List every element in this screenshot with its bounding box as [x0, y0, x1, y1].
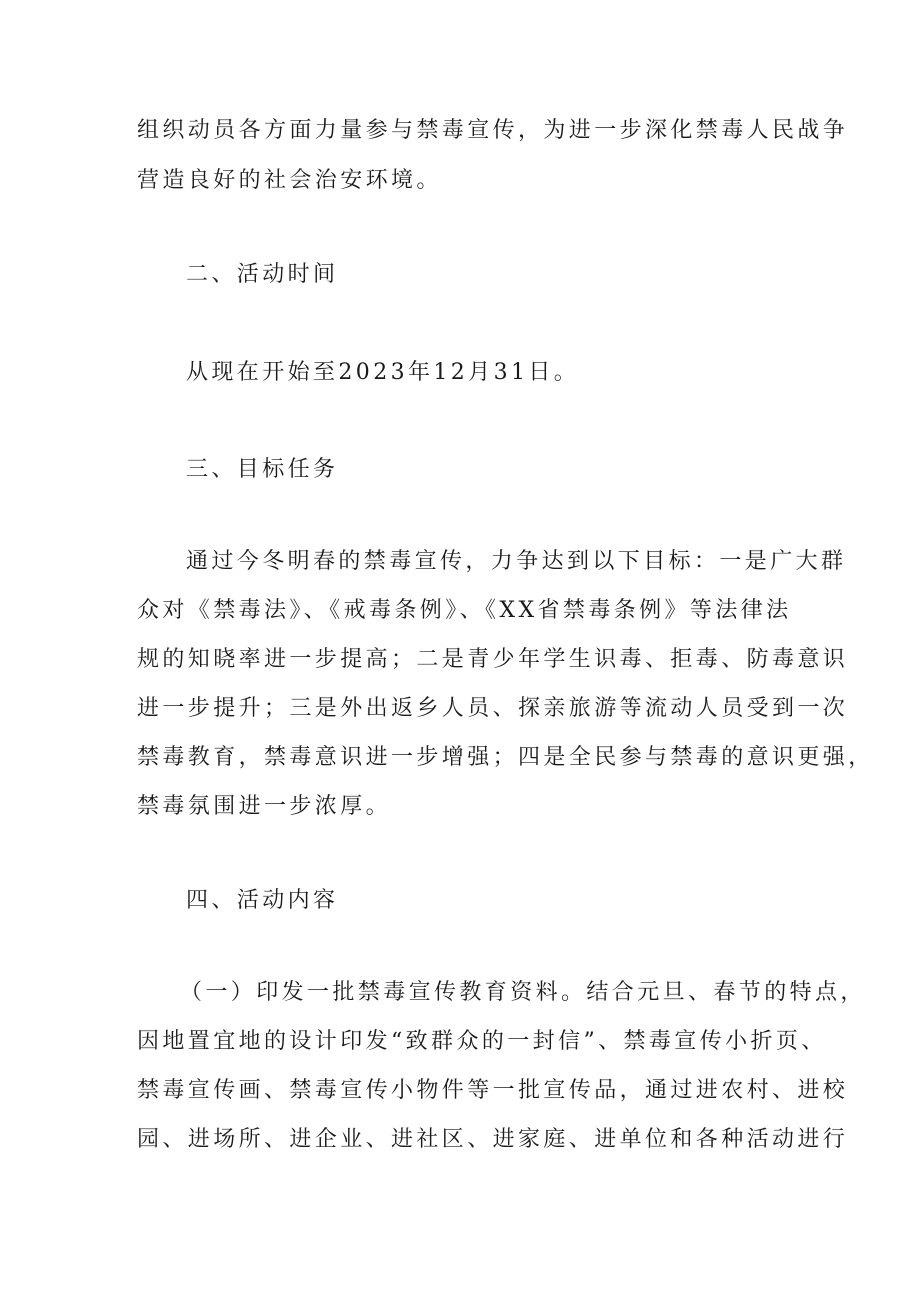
- section-heading-goals: 三、目标任务: [186, 457, 339, 482]
- paragraph-line: 禁毒教育，禁毒意识进一步增强；四是全民参与禁毒的意识更强，: [137, 745, 874, 770]
- section-heading-time: 二、活动时间: [186, 262, 339, 287]
- section-heading-content: 四、活动内容: [186, 888, 339, 913]
- paragraph-line: 进一步提升；三是外出返乡人员、探亲旅游等流动人员受到一次: [137, 696, 849, 721]
- paragraph-line: 组织动员各方面力量参与禁毒宣传，为进一步深化禁毒人民战争: [137, 118, 849, 143]
- paragraph-line: 通过今冬明春的禁毒宣传，力争达到以下目标：一是广大群: [186, 549, 847, 574]
- paragraph-line: 营造良好的社会治安环境。: [137, 168, 442, 193]
- paragraph-line: 众对《禁毒法》、《戒毒条例》、《XX省禁毒条例》等法律法: [137, 598, 792, 623]
- paragraph-line: 禁毒宣传画、禁毒宣传小物件等一批宣传品，通过进农村、进校: [137, 1078, 849, 1103]
- paragraph-line: 禁毒氛围进一步浓厚。: [137, 794, 392, 819]
- paragraph-line: 因地置宜地的设计印发“致群众的一封信”、禁毒宣传小折页、: [137, 1029, 827, 1054]
- paragraph-line: （一）印发一批禁毒宣传教育资料。结合元旦、春节的特点，: [180, 980, 866, 1005]
- paragraph-line: 园、进场所、进企业、进社区、进家庭、进单位和各种活动进行: [137, 1127, 849, 1152]
- paragraph-line: 从现在开始至2023年12月31日。: [186, 360, 580, 385]
- paragraph-line: 规的知晓率进一步提高；二是青少年学生识毒、拒毒、防毒意识: [137, 647, 849, 672]
